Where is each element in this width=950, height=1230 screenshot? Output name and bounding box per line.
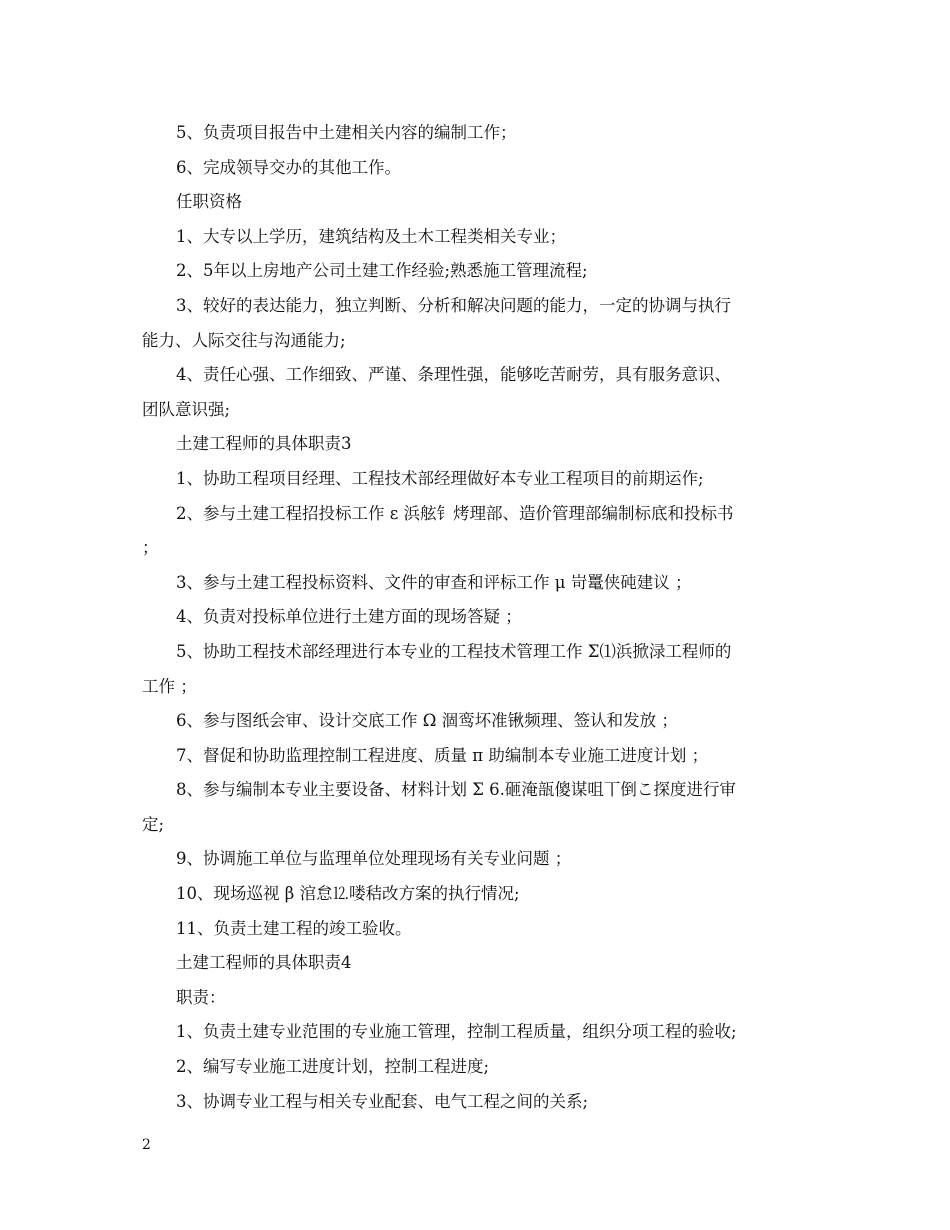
- document-body: [142, 116, 814, 1119]
- text-line: 11、负责土建工程的竣工验收。: [176, 918, 412, 938]
- text-line: 1、协助工程项目经理、工程技术部经理做好本专业工程项目的前期运作;: [176, 468, 704, 488]
- text-line: 4、负责对投标单位进行土建方面的现场答疑 ；: [176, 607, 522, 627]
- text-line: 6、完成领导交办的其他工作。: [176, 157, 401, 177]
- text-line: 4、责任心强、工作细致、严谨、条理性强，能够吃苦耐劳，具有服务意识、: [176, 365, 731, 385]
- text-line: 3、较好的表达能力，独立判断、分析和解决问题的能力，一定的协调与执行: [176, 295, 731, 315]
- text-line: 5、负责项目报告中土建相关内容的编制工作；: [176, 123, 517, 142]
- text-line: 2、5年以上房地产公司土建工作经验;熟悉施工管理流程;: [176, 261, 588, 281]
- text-line: 2、编写专业施工进度计划，控制工程进度;: [176, 1057, 490, 1077]
- text-line: 6、参与图纸会审、设计交底工作 Ω 涸鸾坏准锹频理、签认和发放 ；: [176, 711, 678, 731]
- text-line: 2、参与土建工程招投标工作 ε 浜舷钅烤理部、造价管理部编制标底和投标书: [176, 503, 734, 523]
- text-line: 工作 ；: [142, 676, 197, 696]
- text-line: 7、督促和协助监理控制工程进度、质量 π 助编制本专业施工进度计划 ；: [176, 745, 709, 765]
- text-line: 8、参与编制本专业主要设备、材料计划 Σ 6.砸淹瓿傻谋咀丅倒こ探度进行审: [176, 780, 736, 800]
- text-line: 9、协调施工单位与监理单位处理现场有关专业问题 ；: [176, 849, 572, 869]
- text-line: 10、现场巡视 β 涫怠⒓喽秸改方案的执行情况;: [176, 884, 520, 904]
- text-line: 3、协调专业工程与相关专业配套、电气工程之间的关系;: [176, 1091, 589, 1111]
- text-line: 3、参与土建工程投标资料、文件的审查和评标工作 μ 岢鼍侠砘建议 ；: [176, 572, 692, 592]
- text-line: 团队意识强;: [142, 399, 231, 419]
- text-line: 1、大专以上学历，建筑结构及土木工程类相关专业；: [176, 226, 566, 246]
- text-line: ；: [142, 538, 159, 558]
- page-number: 2: [142, 1137, 151, 1153]
- text-line: 5、协助工程技术部经理进行本专业的工程技术管理工作 Σ⑴浜掀渌工程师的: [176, 641, 732, 661]
- text-line: 土建工程师的具体职责3: [176, 434, 352, 454]
- text-line: 任职资格: [176, 192, 242, 212]
- text-line: 1、负责土建专业范围的专业施工管理，控制工程质量，组织分项工程的验收;: [176, 1022, 737, 1042]
- text-line: 定;: [142, 814, 165, 834]
- text-line: 能力、人际交往与沟通能力;: [142, 330, 346, 350]
- text-line: 土建工程师的具体职责4: [176, 953, 352, 973]
- text-line: 职责：: [176, 987, 226, 1007]
